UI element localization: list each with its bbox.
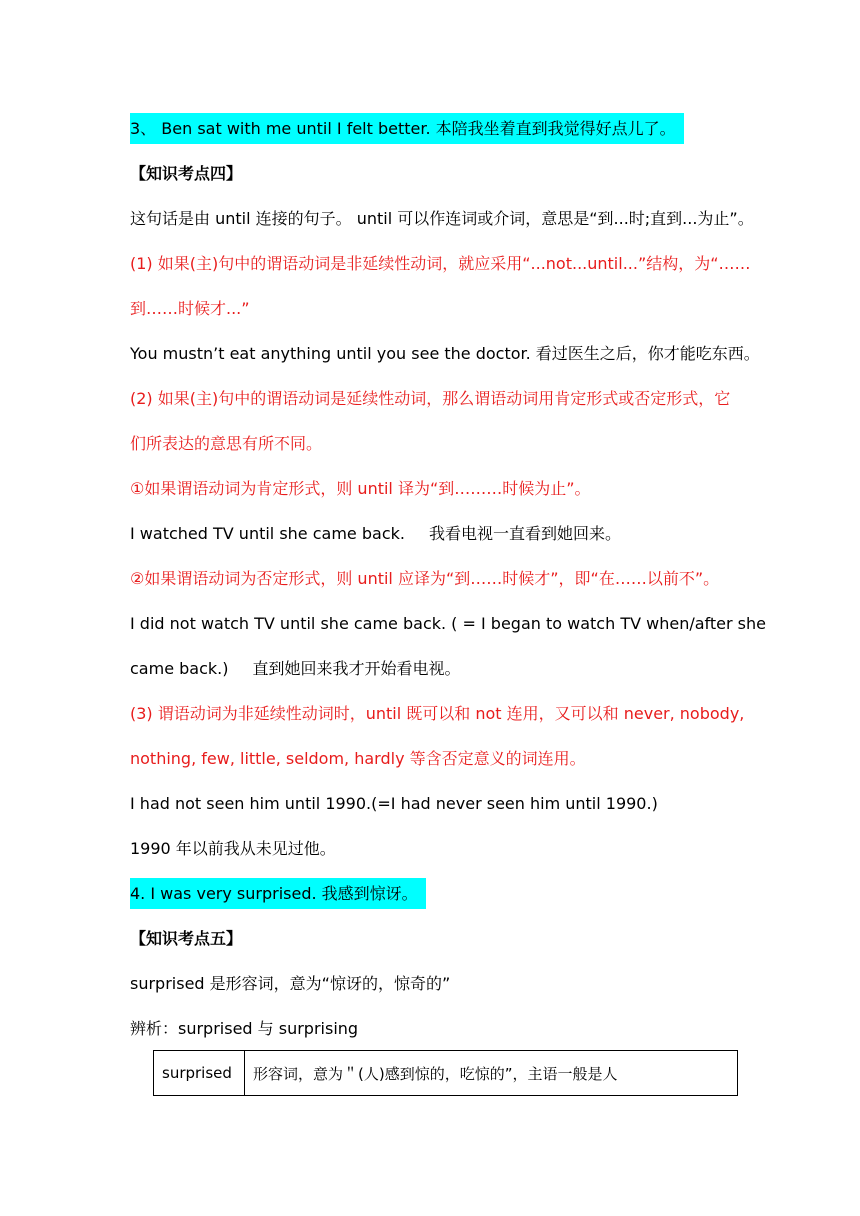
- comparison-table: [153, 1050, 738, 1096]
- section-heading-5: 【知识考点五】: [130, 929, 243, 948]
- section-heading-4: 【知识考点四】: [130, 164, 243, 183]
- rule-1-continuation: 到……时候才...”: [130, 299, 250, 318]
- english-example: I watched TV until she came back.: [130, 524, 405, 543]
- rule-1-line: (1) 如果(主)句中的谓语动词是非延续性动词，就应采用“...not...until...”结构，为“……: [130, 254, 751, 273]
- table-cell-word: surprised: [154, 1051, 245, 1096]
- example-sentence-4: [130, 883, 426, 905]
- rule-2-line: (2) 如果(主)句中的谓语动词是延续性动词，那么谓语动词用肯定形式或否定形式，它: [130, 389, 731, 408]
- table-row: [154, 1051, 738, 1096]
- highlighted-sentence: 3、 Ben sat with me until I felt better. 本陪我坐着直到我觉得好点儿了。: [130, 113, 684, 144]
- example-line: I had not seen him until 1990.(=I had never seen him until 1990.): [130, 794, 658, 813]
- example-line: [130, 523, 621, 545]
- rule-3-line: (3) 谓语动词为非延续性动词时，until 既可以和 not 连用，又可以和 never, nobody,: [130, 704, 745, 723]
- rule-2b-line: ②如果谓语动词为否定形式，则 until 应译为“到……时候才”，即“在……以前不”。: [130, 569, 720, 588]
- definition-line: surprised 是形容词，意为“惊讶的，惊奇的”: [130, 974, 451, 993]
- rule-2-continuation: 们所表达的意思有所不同。: [130, 434, 323, 453]
- example-line: [130, 658, 460, 680]
- example-line: I did not watch TV until she came back. ( = I began to watch TV when/after she: [130, 614, 766, 633]
- rule-3-continuation: nothing, few, little, seldom, hardly 等含否定意义的词连用。: [130, 749, 586, 768]
- table-cell-meaning: 形容词，意为＂(人)感到惊的，吃惊的”，主语一般是人: [245, 1051, 738, 1096]
- paragraph-line: 这句话是由 until 连接的句子。 until 可以作连词或介词，意思是“到...时;直到...为止”。: [130, 209, 754, 228]
- example-translation: 1990 年以前我从未见过他。: [130, 839, 336, 858]
- comparison-intro: 辨析：surprised 与 surprising: [130, 1019, 359, 1038]
- example-sentence-3: [130, 118, 684, 140]
- rule-2a-line: ①如果谓语动词为肯定形式，则 until 译为“到………时候为止”。: [130, 479, 591, 498]
- highlighted-sentence: 4. I was very surprised. 我感到惊讶。: [130, 878, 426, 909]
- example-line: You mustn’t eat anything until you see the doctor. 看过医生之后，你才能吃东西。: [130, 344, 760, 363]
- chinese-translation: 我看电视一直看到她回来。: [428, 524, 621, 543]
- english-example: came back.): [130, 659, 229, 678]
- chinese-translation: 直到她回来我才开始看电视。: [252, 659, 461, 678]
